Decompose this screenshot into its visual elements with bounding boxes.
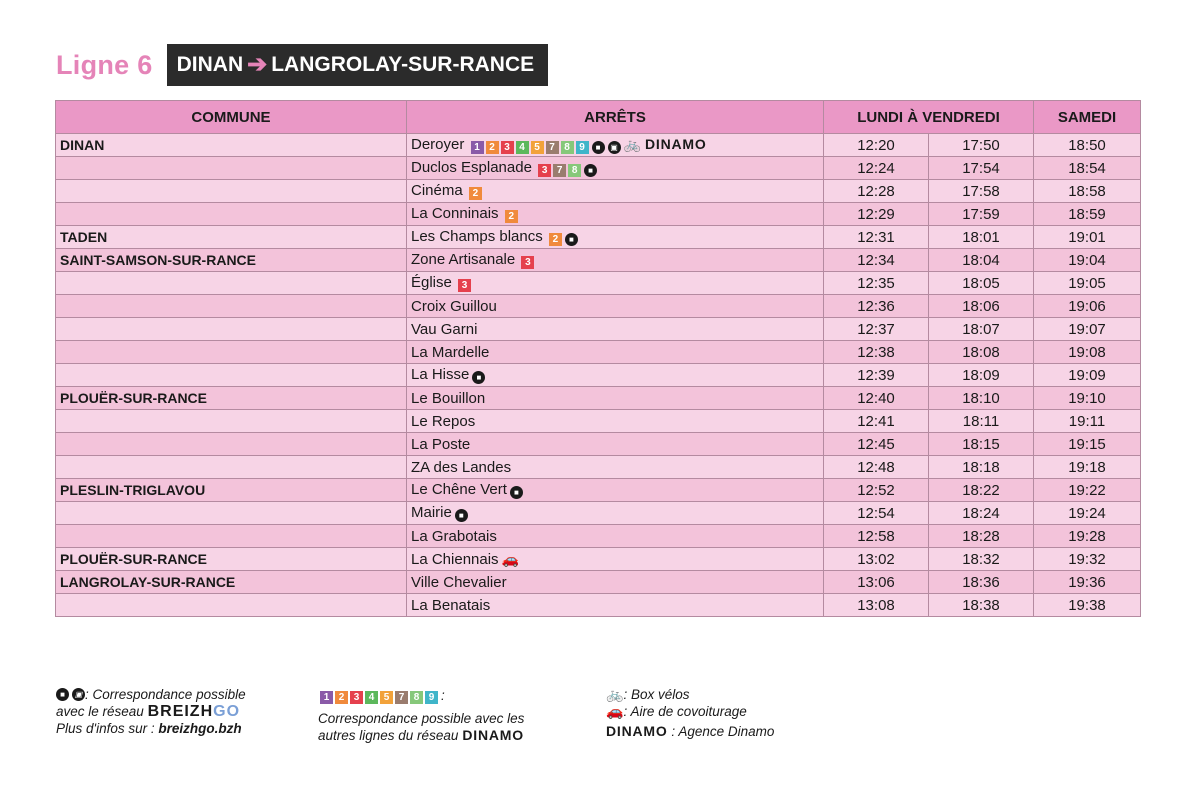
stop-cell bbox=[407, 387, 824, 410]
weekday-time-1: 13:02 bbox=[824, 548, 929, 571]
saturday-time: 18:59 bbox=[1034, 203, 1141, 226]
table-header-row bbox=[56, 101, 1141, 134]
weekday-time-2: 18:05 bbox=[929, 272, 1034, 295]
stop-name: Mairie bbox=[411, 504, 452, 521]
saturday-time: 19:15 bbox=[1034, 433, 1141, 456]
bus-icon: ■ bbox=[584, 164, 597, 177]
line-7-badge: 7 bbox=[395, 691, 408, 704]
saturday-time: 19:36 bbox=[1034, 571, 1141, 594]
stop-name: La Hisse bbox=[411, 366, 470, 383]
line-9-badge: 9 bbox=[425, 691, 438, 704]
weekday-time-2: 17:54 bbox=[929, 157, 1034, 180]
line-2-badge: 2 bbox=[486, 141, 499, 154]
weekday-time-1: 12:31 bbox=[824, 226, 929, 249]
bus-icon: ■ bbox=[472, 371, 485, 384]
saturday-time: 19:01 bbox=[1034, 226, 1141, 249]
table-row bbox=[56, 594, 1141, 617]
weekday-time-2: 18:36 bbox=[929, 571, 1034, 594]
table-row bbox=[56, 318, 1141, 341]
stop-name: Vau Garni bbox=[411, 320, 478, 338]
stop-cell bbox=[407, 364, 824, 387]
line-3-badge: 3 bbox=[501, 141, 514, 154]
commune-cell bbox=[56, 157, 407, 180]
commune-cell bbox=[56, 272, 407, 295]
weekday-time-1: 12:35 bbox=[824, 272, 929, 295]
weekday-time-1: 12:37 bbox=[824, 318, 929, 341]
timetable bbox=[55, 100, 1141, 617]
line-label: Ligne 6 bbox=[56, 49, 153, 80]
header-commune: COMMUNE bbox=[56, 101, 407, 134]
legend-lines-line2: autres lignes du réseau bbox=[318, 728, 459, 743]
saturday-time: 19:04 bbox=[1034, 249, 1141, 272]
legend-breizhgo bbox=[56, 686, 246, 737]
bus-icon: ■ bbox=[565, 233, 578, 246]
stop-name: Cinéma bbox=[411, 182, 463, 199]
saturday-time: 19:18 bbox=[1034, 456, 1141, 479]
line-8-badge: 8 bbox=[568, 164, 581, 177]
stop-name: Le Bouillon bbox=[411, 389, 486, 407]
stop-cell bbox=[407, 456, 824, 479]
header-arrets: ARRÊTS bbox=[407, 101, 824, 134]
table-row bbox=[56, 479, 1141, 502]
bike-box-icon: 🚲 bbox=[623, 136, 641, 152]
weekday-time-1: 12:20 bbox=[824, 134, 929, 157]
table-row bbox=[56, 364, 1141, 387]
weekday-time-2: 18:01 bbox=[929, 226, 1034, 249]
stop-name: Deroyer bbox=[411, 136, 465, 153]
stop-name: Église bbox=[411, 274, 452, 291]
stop-name: La Poste bbox=[411, 435, 471, 453]
weekday-time-1: 12:54 bbox=[824, 502, 929, 525]
table-row bbox=[56, 387, 1141, 410]
legend-lines-line1: Correspondance possible avec les bbox=[318, 711, 525, 726]
commune-cell bbox=[56, 525, 407, 548]
line-2-badge: 2 bbox=[469, 187, 482, 200]
stop-cell bbox=[407, 548, 824, 571]
arrow-right-icon: ➔ bbox=[247, 51, 268, 78]
saturday-time: 19:07 bbox=[1034, 318, 1141, 341]
saturday-time: 18:58 bbox=[1034, 180, 1141, 203]
weekday-time-2: 18:15 bbox=[929, 433, 1034, 456]
line-3-badge: 3 bbox=[458, 279, 471, 292]
line-4-badge: 4 bbox=[516, 141, 529, 154]
dinamo-logo: DINAMO bbox=[462, 727, 524, 743]
line-2-badge: 2 bbox=[505, 210, 518, 223]
commune-cell bbox=[56, 341, 407, 364]
stop-name: Le Chêne Vert bbox=[411, 481, 507, 498]
stop-cell bbox=[407, 479, 824, 502]
saturday-time: 19:10 bbox=[1034, 387, 1141, 410]
commune-cell bbox=[56, 433, 407, 456]
line-9-badge: 9 bbox=[576, 141, 589, 154]
stop-name: Duclos Esplanade bbox=[411, 159, 532, 176]
dinamo-agency-logo: DINAMO bbox=[606, 723, 668, 739]
line-5-badge: 5 bbox=[380, 691, 393, 704]
saturday-time: 19:24 bbox=[1034, 502, 1141, 525]
legend-breizhgo-line2: avec le réseau bbox=[56, 704, 144, 719]
saturday-time: 19:22 bbox=[1034, 479, 1141, 502]
table-row bbox=[56, 180, 1141, 203]
legend-breizhgo-url: breizhgo.bzh bbox=[158, 721, 242, 736]
table-row bbox=[56, 226, 1141, 249]
saturday-time: 19:32 bbox=[1034, 548, 1141, 571]
weekday-time-2: 18:08 bbox=[929, 341, 1034, 364]
line-5-badge: 5 bbox=[531, 141, 544, 154]
stop-name: Zone Artisanale bbox=[411, 251, 516, 268]
commune-cell bbox=[56, 502, 407, 525]
weekday-time-1: 12:40 bbox=[824, 387, 929, 410]
stop-cell bbox=[407, 249, 824, 272]
bus-icon: ■ bbox=[592, 141, 605, 154]
dinamo-logo: DINAMO bbox=[644, 136, 707, 152]
weekday-time-2: 18:04 bbox=[929, 249, 1034, 272]
commune-cell bbox=[56, 364, 407, 387]
weekday-time-1: 12:34 bbox=[824, 249, 929, 272]
commune-cell bbox=[56, 410, 407, 433]
legend-breizhgo-line1: : Correspondance possible bbox=[85, 687, 246, 702]
weekday-time-2: 18:28 bbox=[929, 525, 1034, 548]
bike-box-icon: 🚲 bbox=[606, 686, 624, 702]
legend-breizhgo-line3: Plus d'infos sur : bbox=[56, 721, 155, 736]
line-3-badge: 3 bbox=[538, 164, 551, 177]
stop-cell bbox=[407, 525, 824, 548]
weekday-time-1: 12:28 bbox=[824, 180, 929, 203]
stop-name: Les Champs blancs bbox=[411, 228, 543, 245]
line-1-badge: 1 bbox=[320, 691, 333, 704]
header-saturday: SAMEDI bbox=[1034, 101, 1141, 134]
weekday-time-1: 12:39 bbox=[824, 364, 929, 387]
saturday-time: 18:54 bbox=[1034, 157, 1141, 180]
line-3-badge: 3 bbox=[521, 256, 534, 269]
weekday-time-2: 18:18 bbox=[929, 456, 1034, 479]
header bbox=[56, 44, 548, 86]
saturday-time: 19:06 bbox=[1034, 295, 1141, 318]
line-3-badge: 3 bbox=[350, 691, 363, 704]
weekday-time-2: 18:06 bbox=[929, 295, 1034, 318]
saturday-time: 19:11 bbox=[1034, 410, 1141, 433]
saturday-time: 19:38 bbox=[1034, 594, 1141, 617]
header-weekday: LUNDI À VENDREDI bbox=[824, 101, 1034, 134]
weekday-time-1: 12:52 bbox=[824, 479, 929, 502]
weekday-time-1: 12:58 bbox=[824, 525, 929, 548]
line-8-badge: 8 bbox=[561, 141, 574, 154]
commune-cell: PLESLIN-TRIGLAVOU bbox=[56, 479, 407, 502]
weekday-time-2: 18:07 bbox=[929, 318, 1034, 341]
weekday-time-2: 18:22 bbox=[929, 479, 1034, 502]
weekday-time-1: 12:48 bbox=[824, 456, 929, 479]
train-icon: ▣ bbox=[72, 688, 85, 701]
weekday-time-2: 18:24 bbox=[929, 502, 1034, 525]
stop-cell bbox=[407, 134, 824, 157]
weekday-time-1: 12:45 bbox=[824, 433, 929, 456]
commune-cell bbox=[56, 594, 407, 617]
legend-agency: : Agence Dinamo bbox=[671, 724, 775, 739]
legend-carpool: : Aire de covoiturage bbox=[623, 704, 747, 719]
weekday-time-2: 18:10 bbox=[929, 387, 1034, 410]
weekday-time-1: 12:36 bbox=[824, 295, 929, 318]
saturday-time: 19:28 bbox=[1034, 525, 1141, 548]
stop-name: ZA des Landes bbox=[411, 458, 512, 476]
commune-cell bbox=[56, 318, 407, 341]
commune-cell: PLOUËR-SUR-RANCE bbox=[56, 548, 407, 571]
commune-cell bbox=[56, 295, 407, 318]
weekday-time-2: 18:38 bbox=[929, 594, 1034, 617]
weekday-time-2: 18:11 bbox=[929, 410, 1034, 433]
line-7-badge: 7 bbox=[546, 141, 559, 154]
commune-cell: DINAN bbox=[56, 134, 407, 157]
saturday-time: 19:08 bbox=[1034, 341, 1141, 364]
line-2-badge: 2 bbox=[549, 233, 562, 246]
legend-lines-colon: : bbox=[441, 687, 445, 703]
table-row bbox=[56, 295, 1141, 318]
weekday-time-2: 18:09 bbox=[929, 364, 1034, 387]
table-row bbox=[56, 502, 1141, 525]
line-4-badge: 4 bbox=[365, 691, 378, 704]
stop-cell bbox=[407, 410, 824, 433]
weekday-time-1: 12:38 bbox=[824, 341, 929, 364]
carpool-icon: 🚗 bbox=[606, 703, 624, 719]
weekday-time-2: 17:58 bbox=[929, 180, 1034, 203]
stop-cell bbox=[407, 502, 824, 525]
stop-cell bbox=[407, 203, 824, 226]
stop-name: La Grabotais bbox=[411, 527, 497, 545]
stop-cell bbox=[407, 295, 824, 318]
bus-icon: ■ bbox=[56, 688, 69, 701]
table-row bbox=[56, 203, 1141, 226]
line-2-badge: 2 bbox=[335, 691, 348, 704]
stop-name: Le Repos bbox=[411, 412, 476, 430]
table-row bbox=[56, 134, 1141, 157]
stop-name: La Conninais bbox=[411, 205, 499, 222]
weekday-time-1: 13:06 bbox=[824, 571, 929, 594]
table-row bbox=[56, 249, 1141, 272]
stop-cell bbox=[407, 226, 824, 249]
line-8-badge: 8 bbox=[410, 691, 423, 704]
weekday-time-2: 17:50 bbox=[929, 134, 1034, 157]
line-7-badge: 7 bbox=[553, 164, 566, 177]
bus-icon: ■ bbox=[510, 486, 523, 499]
saturday-time: 19:05 bbox=[1034, 272, 1141, 295]
stop-name: Croix Guillou bbox=[411, 297, 497, 315]
stop-cell bbox=[407, 180, 824, 203]
stop-name: La Chiennais bbox=[411, 550, 499, 568]
commune-cell: TADEN bbox=[56, 226, 407, 249]
legend-lines bbox=[318, 686, 524, 744]
carpool-icon: 🚗 bbox=[501, 550, 519, 567]
breizhgo-logo: BREIZHGO bbox=[147, 703, 241, 720]
commune-cell: LANGROLAY-SUR-RANCE bbox=[56, 571, 407, 594]
legend-icons bbox=[606, 686, 774, 740]
stop-cell bbox=[407, 157, 824, 180]
train-icon: ▣ bbox=[608, 141, 621, 154]
commune-cell: SAINT-SAMSON-SUR-RANCE bbox=[56, 249, 407, 272]
table-row bbox=[56, 341, 1141, 364]
weekday-time-1: 12:29 bbox=[824, 203, 929, 226]
weekday-time-1: 12:24 bbox=[824, 157, 929, 180]
table-row bbox=[56, 410, 1141, 433]
stop-cell bbox=[407, 272, 824, 295]
route-to: LANGROLAY-SUR-RANCE bbox=[271, 53, 535, 76]
commune-cell bbox=[56, 456, 407, 479]
saturday-time: 18:50 bbox=[1034, 134, 1141, 157]
stop-cell bbox=[407, 571, 824, 594]
stop-name: La Mardelle bbox=[411, 343, 490, 361]
stop-name: Ville Chevalier bbox=[411, 573, 507, 591]
commune-cell bbox=[56, 203, 407, 226]
route-banner bbox=[167, 44, 549, 86]
bus-icon: ■ bbox=[455, 509, 468, 522]
weekday-time-2: 17:59 bbox=[929, 203, 1034, 226]
weekday-time-1: 13:08 bbox=[824, 594, 929, 617]
table-row bbox=[56, 456, 1141, 479]
stop-cell bbox=[407, 318, 824, 341]
table-row bbox=[56, 571, 1141, 594]
table-row bbox=[56, 525, 1141, 548]
table-row bbox=[56, 548, 1141, 571]
weekday-time-2: 18:32 bbox=[929, 548, 1034, 571]
stop-cell bbox=[407, 594, 824, 617]
stop-cell bbox=[407, 433, 824, 456]
saturday-time: 19:09 bbox=[1034, 364, 1141, 387]
line-1-badge: 1 bbox=[471, 141, 484, 154]
table-row bbox=[56, 433, 1141, 456]
route-from: DINAN bbox=[176, 53, 244, 76]
weekday-time-1: 12:41 bbox=[824, 410, 929, 433]
commune-cell bbox=[56, 180, 407, 203]
stop-name: La Benatais bbox=[411, 596, 491, 614]
table-row bbox=[56, 272, 1141, 295]
stop-cell bbox=[407, 341, 824, 364]
legend-line-badges bbox=[318, 686, 438, 704]
table-row bbox=[56, 157, 1141, 180]
commune-cell: PLOUËR-SUR-RANCE bbox=[56, 387, 407, 410]
legend-bike: : Box vélos bbox=[623, 687, 690, 702]
